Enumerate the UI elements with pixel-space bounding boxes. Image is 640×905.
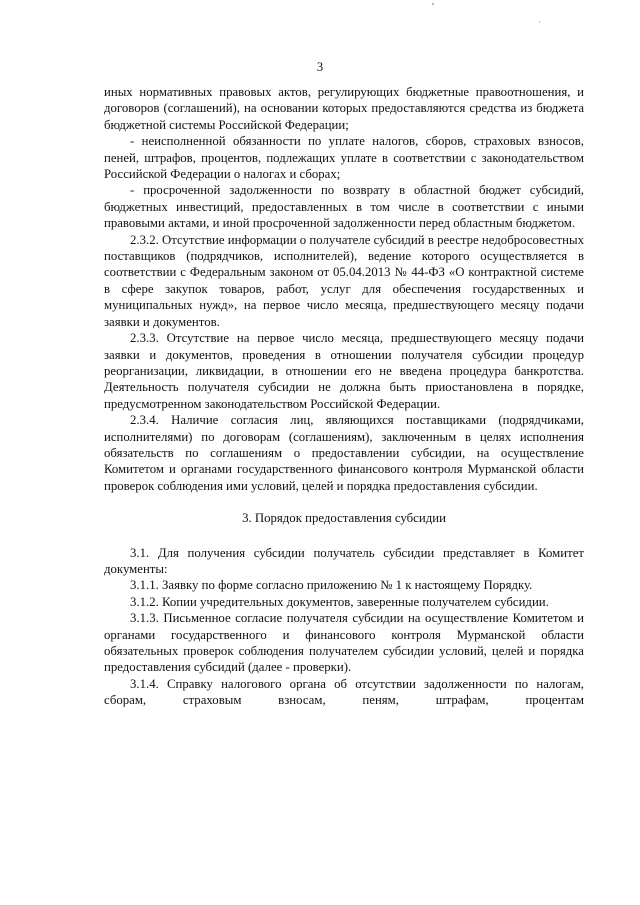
section-heading: 3. Порядок предоставления субсидии [242, 511, 446, 526]
paragraph-legal-acts: иных нормативных правовых актов, регулирующих бюджетные правоотношения, и договоров (соглашений), на основании которых предоставляются средства из бюджета бюджетной системы Российской Федерации; [104, 85, 584, 132]
scan-dot: · [538, 18, 541, 27]
paragraph-3-1-3: 3.1.3. Письменное согласие получателя субсидии на осуществление Комитетом и органами государственного и финансового контроля Мурманской области обязательных проверок соблюдения получателем субсидии условий, целей и порядка предоставления субсидий (далее - проверки). [104, 611, 584, 675]
page-number: 3 [316, 60, 324, 74]
paragraph-tax-obligations: - неисполненной обязанности по уплате налогов, сборов, страховых взносов, пеней, штрафов, процентов, подлежащих уплате в соответствии с законодательством Российской Федерации о налогах и сборах; [104, 134, 584, 182]
paragraph-overdue-debt: - просроченной задолженности по возврату в областной бюджет субсидий, бюджетных инвестиций, предоставленных в том числе в соответствии с иными правовыми актами, и иной просроченной задолженности перед областным бюджетом. [104, 183, 584, 231]
paragraph-3-1: 3.1. Для получения субсидии получатель субсидии представляет в Комитет документы: [104, 545, 584, 576]
scan-mark: ′ [432, 2, 435, 13]
paragraph-2-3-3: 2.3.3. Отсутствие на первое число месяца, предшествующего месяцу подачи заявки и документов, проведения в отношении получателя субсидии процедур реорганизации, ликвидации, в отношении его не введена процедура банкротства. Деятельность получателя субсидии не должна быть приостановлена в порядке, предусмотренном законодательством Российской Федерации. [104, 331, 584, 411]
paragraph-3-1-2: 3.1.2. Копии учредительных документов, заверенные получателем субсидии. [130, 594, 549, 609]
paragraph-2-3-4: 2.3.4. Наличие согласия лиц, являющихся поставщиками (подрядчиками, исполнителями) по договорам (соглашениям), заключенным в целях исполнения обязательств по соглашениям о предоставлении субсидии, на осуществление Комитетом и органами государственного финансового контроля Мурманской области проверок соблюдения ими условий, целей и порядка предоставления субсидии. [104, 413, 584, 493]
document-body [104, 84, 584, 709]
paragraph-3-1-4: 3.1.4. Справку налогового органа об отсутствии задолженности по налогам, сборам, страховым взносам, пеням, штрафам, процентам [104, 676, 584, 708]
paragraph-2-3-2: 2.3.2. Отсутствие информации о получателе субсидий в реестре недобросовестных поставщиков (подрядчиков, исполнителей), ведение которого осуществляется в соответствии с Федеральным законом от 05.04.2013 № 44-ФЗ «О контрактной системе в сфере закупок товаров, работ, услуг для обеспечения государственных и муниципальных нужд», на первое число месяца, предшествующего месяцу подачи заявки и документов. [104, 232, 584, 329]
paragraph-3-1-1: 3.1.1. Заявку по форме согласно приложению № 1 к настоящему Порядку. [130, 578, 533, 593]
